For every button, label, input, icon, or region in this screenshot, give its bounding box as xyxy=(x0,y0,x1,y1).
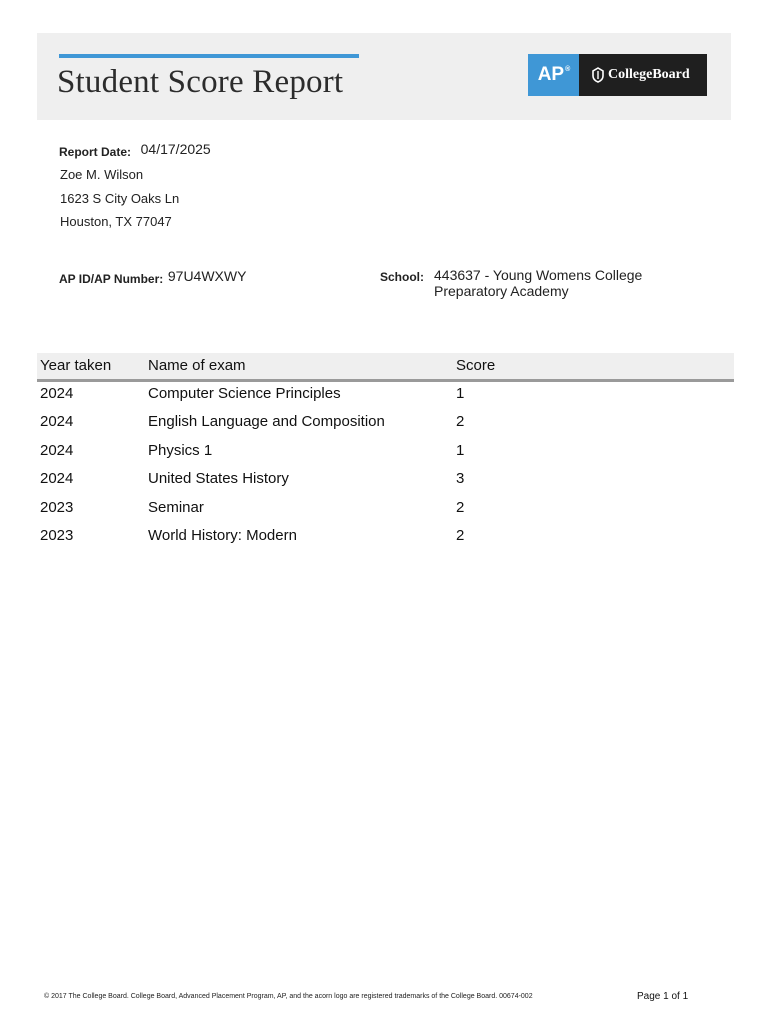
footer-legal-text: © 2017 The College Board. College Board, Advanced Placement Program, AP, and the acorn logo are registered trademarks of the College Board. 00674-002 xyxy=(44,993,533,1000)
table-row xyxy=(0,527,768,555)
cell-year: 2024 xyxy=(40,470,74,487)
cell-exam: World History: Modern xyxy=(148,527,297,544)
cell-exam: Physics 1 xyxy=(148,442,213,459)
ap-logo-text: AP xyxy=(537,64,565,85)
ap-collegeboard-logo xyxy=(528,54,707,96)
table-row xyxy=(0,413,768,441)
cell-score: 1 xyxy=(456,385,465,402)
cell-year: 2024 xyxy=(40,442,74,459)
page-title: Student Score Report xyxy=(57,64,344,100)
ap-logo-mark: ® xyxy=(565,65,571,73)
cell-year: 2023 xyxy=(40,499,74,516)
header-score: Score xyxy=(456,357,496,374)
header-year: Year taken xyxy=(40,357,112,374)
address-line-2: Houston, TX 77047 xyxy=(60,214,172,229)
address-line-1: 1623 S City Oaks Ln xyxy=(60,191,180,206)
table-row xyxy=(0,442,768,470)
cell-score: 2 xyxy=(456,413,465,430)
cell-exam: Seminar xyxy=(148,499,204,516)
collegeboard-logo xyxy=(579,54,707,96)
cell-score: 3 xyxy=(456,470,465,487)
title-accent-bar xyxy=(59,54,359,58)
school-line-2: Preparatory Academy xyxy=(434,283,569,299)
cell-year: 2024 xyxy=(40,413,74,430)
table-row xyxy=(0,499,768,527)
student-name: Zoe M. Wilson xyxy=(60,167,144,182)
ap-id-value: 97U4WXWY xyxy=(167,268,247,284)
school-line-1: 443637 - Young Womens College xyxy=(434,267,643,283)
cell-exam: Computer Science Principles xyxy=(148,385,341,402)
collegeboard-logo-text: CollegeBoard xyxy=(608,67,690,82)
report-date-row xyxy=(59,143,211,159)
cell-score: 2 xyxy=(456,527,465,544)
page-number: Page 1 of 1 xyxy=(637,991,689,1002)
cell-score: 1 xyxy=(456,442,465,459)
cell-score: 2 xyxy=(456,499,465,516)
cell-year: 2024 xyxy=(40,385,74,402)
cell-exam: United States History xyxy=(148,470,289,487)
table-row xyxy=(0,470,768,498)
report-header xyxy=(37,33,731,120)
cell-exam: English Language and Composition xyxy=(148,413,385,430)
cell-year: 2023 xyxy=(40,527,74,544)
acorn-icon xyxy=(591,67,605,83)
ap-id-label: AP ID/AP Number: xyxy=(59,272,164,286)
table-row xyxy=(0,385,768,413)
school-label: School: xyxy=(380,270,424,284)
ap-id-row xyxy=(59,270,246,286)
ap-logo xyxy=(528,54,579,96)
header-exam: Name of exam xyxy=(148,357,246,374)
report-date-label: Report Date: xyxy=(59,145,132,159)
report-date-value: 04/17/2025 xyxy=(140,141,211,157)
score-table-header xyxy=(37,353,734,382)
